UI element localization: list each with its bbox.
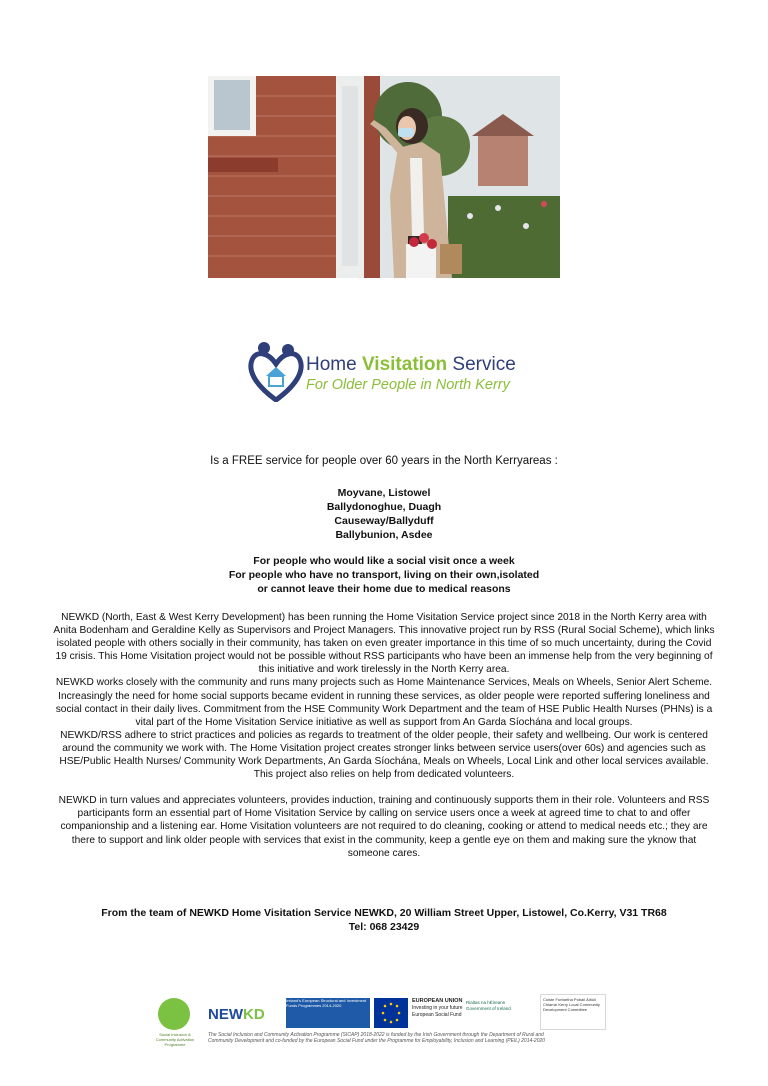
- eligibility-item: For people who would like a social visit once a week: [253, 555, 515, 567]
- paragraph: NEWKD works closely with the community and runs many projects such as Home Maintenance Services, Meals on Wheels, Senior Alert Scheme. Increasingly the need for home social supports became evident in running these services, as older people were reported suffering loneliness and social contact in their daily lives. Commitment from the HSE Community Work Department and the team of HSE Public Health Nurses (PHNs) is a vital part of the Home Visitation Service initiative as well as support from An Garda Síochána and local groups.: [55, 677, 713, 728]
- government-of-ireland-logo: Rialtas na hÉireann Government of Ireland: [466, 1000, 511, 1011]
- partner-logos: [150, 988, 610, 1052]
- paragraph: NEWKD in turn values and appreciates volunteers, provides induction, training and continuously supports them in their role. Volunteers and RSS participants form an essential part of Home Visitation Service by calling on service users once a week at agreed time to chat to and offer companionship and a listening ear. Home Visitation volunteers are not required to do cleaning, cooking or attend to medical needs etc.; they are there to support and link older people with services that exist in the community, keep a gentle eye on them and making sure the yknow that someone cares.: [58, 795, 710, 859]
- funding-note: The Social Inclusion and Community Activation Programme (SICAP) 2018-2022 is funded by the Irish Government through the Department of Rural and Community Development and co-funded by the European Social Fund under the Programme for Employability, Inclusion and Learning (PEIL) 2014-2020: [208, 1032, 546, 1044]
- sicap-label: Social Inclusion & Community Activation Programme: [155, 1032, 195, 1047]
- hero-photo: [208, 76, 560, 278]
- body-text: [52, 611, 716, 860]
- newkd-logo: NEWKD: [208, 1006, 265, 1023]
- contact-phone: Tel: 068 23429: [348, 921, 420, 933]
- esif-logo: Ireland's European Structural and Investment Funds Programmes 2014-2020: [286, 998, 370, 1028]
- intro-text: Is a FREE service for people over 60 years in the North Kerryareas :: [210, 455, 558, 467]
- area-item: Ballybunion, Asdee: [335, 529, 433, 541]
- sicap-logo-icon: [158, 998, 190, 1030]
- eu-label: EUROPEAN UNION Investing in your future European Social Fund: [412, 998, 463, 1018]
- heart-house-logo-icon: [248, 340, 304, 402]
- home-visitation-logo: [248, 340, 518, 406]
- eligibility-item: For people who have no transport, living on their own,isolated: [228, 569, 540, 581]
- eligibility-item: or cannot leave their home due to medical reasons: [257, 583, 511, 595]
- paragraph: NEWKD (North, East & West Kerry Development) has been running the Home Visitation Service project since 2018 in the North Kerry area with Anita Bodenham and Geraldine Kelly as Supervisors and Project Managers. This innovative project run by RSS (Rural Social Scheme), which links isolated people with others socially in their community, has taken on even greater importance in this time of so much uncertainty, during the Covid 19 crisis. This Home Visitation project would not be possible without RSS participants who have been an immense help from the very beginning of this initiative and work tirelessly in the North Kerry area.: [53, 612, 715, 676]
- eligibility-list: [0, 554, 768, 596]
- eu-flag-icon: [374, 998, 408, 1028]
- logo-subtitle: For Older People in North Kerry: [306, 377, 510, 393]
- area-item: Moyvane, Listowel: [337, 487, 431, 499]
- contact-address: From the team of NEWKD Home Visitation Service NEWKD, 20 William Street Upper, Listowel, Co.Kerry, V31 TR68: [101, 907, 667, 919]
- paragraph: NEWKD/RSS adhere to strict practices and policies as regards to treatment of the older people, their safety and wellbeing. Our work is centered around the community we work with. The Home Visitation project creates stronger links between service users(over 60s) and agencies such as HSE/Public Health Nurses/ Community Work Departments, An Garda Síochána, Meals on Wheels, Local Link and other local services available. This project also relies on help from dedicated volunteers.: [59, 729, 709, 781]
- logo-title: Home Visitation Service: [306, 354, 516, 375]
- kerry-lcdc-logo: Coiste Forbartha Pobail Áitiúil Chiarraí Kerry Local Community Development Committee: [540, 994, 606, 1030]
- area-item: Ballydonoghue, Duagh: [326, 501, 442, 513]
- area-item: Causeway/Ballyduff: [334, 515, 434, 527]
- contact-block: [0, 906, 768, 934]
- area-list: [0, 486, 768, 542]
